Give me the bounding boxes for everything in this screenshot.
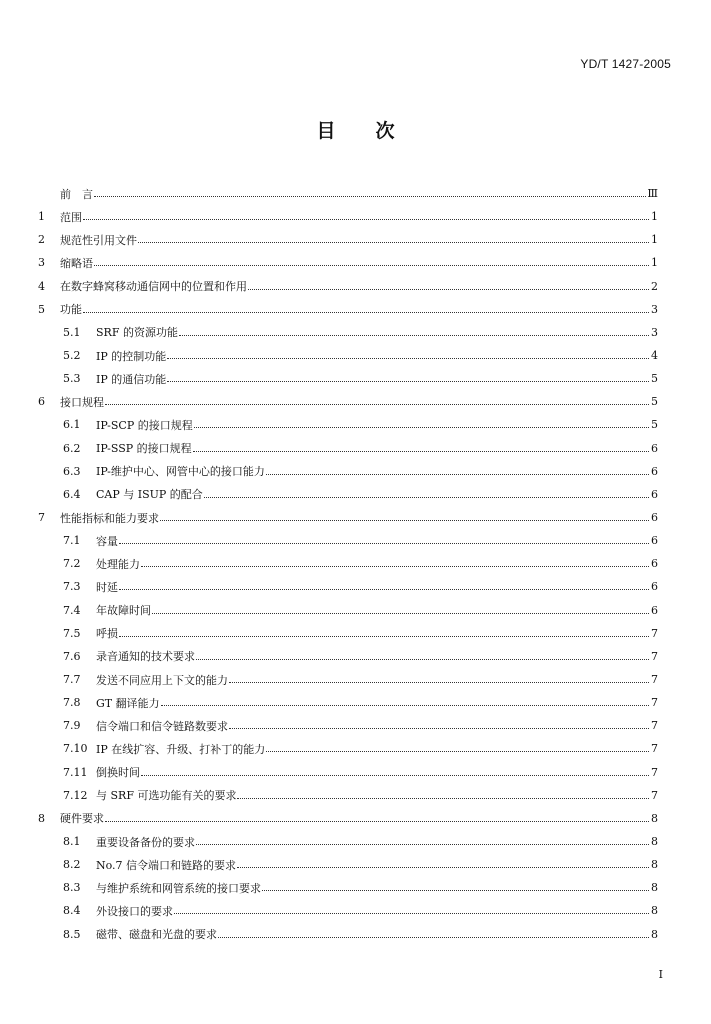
dot-leader	[237, 867, 649, 868]
toc-entry-number: 7.7	[63, 673, 81, 687]
toc-entry-title: 年故障时间	[96, 604, 151, 618]
toc-entry-title: 处理能力	[96, 557, 140, 571]
toc-entry-page: 6	[651, 534, 658, 548]
dot-leader	[237, 798, 649, 799]
toc-entry[interactable]	[38, 761, 658, 784]
toc-entry[interactable]	[38, 529, 658, 552]
toc-entry-title: IP 的控制功能	[96, 349, 167, 363]
toc-entry-page: 6	[651, 487, 658, 501]
dot-leader	[218, 937, 649, 938]
toc-entry-page: 7	[651, 649, 658, 663]
dot-leader	[196, 659, 649, 660]
toc-entry-title: 功能	[60, 303, 82, 317]
toc-entry[interactable]	[38, 784, 658, 807]
toc-entry-title: 时延	[96, 580, 118, 594]
toc-entry-number: 7.4	[63, 603, 81, 617]
toc-entry-title: 在数字蜂窝移动通信网中的位置和作用	[60, 280, 247, 294]
toc-entry-number: 7.9	[63, 719, 81, 733]
toc-entry[interactable]	[38, 899, 658, 922]
toc-entry-page: 7	[651, 626, 658, 640]
dot-leader	[83, 219, 649, 220]
toc-entry-number: 7.6	[63, 649, 81, 663]
toc-entry[interactable]	[38, 205, 658, 228]
toc-entry-page: 5	[651, 418, 658, 432]
toc-entry-page: 8	[651, 811, 658, 825]
toc-entry[interactable]	[38, 622, 658, 645]
dot-leader	[105, 404, 649, 405]
toc-entry-page: 8	[651, 858, 658, 872]
table-of-contents	[38, 182, 658, 946]
dot-leader	[141, 566, 649, 567]
toc-entry-title: 外设接口的要求	[96, 904, 173, 918]
dot-leader	[262, 890, 649, 891]
dot-leader	[94, 265, 649, 266]
toc-entry-number: 5.3	[63, 372, 81, 386]
dot-leader	[94, 196, 646, 197]
toc-entry[interactable]	[38, 853, 658, 876]
toc-entry-number: 8	[38, 811, 45, 825]
dot-leader	[119, 589, 649, 590]
dot-leader	[167, 381, 649, 382]
toc-entry-page: 1	[651, 210, 658, 224]
toc-entry-number: 5.1	[63, 325, 81, 339]
dot-leader	[266, 474, 649, 475]
toc-entry-number: 7.10	[63, 742, 88, 756]
dot-leader	[194, 427, 649, 428]
toc-entry[interactable]	[38, 552, 658, 575]
toc-entry-title: CAP 与 ISUP 的配合	[96, 488, 203, 502]
toc-entry[interactable]	[38, 390, 658, 413]
dot-leader	[83, 312, 649, 313]
toc-entry-number: 6.1	[63, 418, 81, 432]
toc-entry-number: 7.8	[63, 696, 81, 710]
dot-leader	[196, 844, 649, 845]
page-number: I	[658, 968, 663, 981]
toc-entry[interactable]	[38, 668, 658, 691]
toc-entry[interactable]	[38, 599, 658, 622]
toc-entry-page: 8	[651, 927, 658, 941]
toc-entry-page: Ⅲ	[647, 187, 658, 201]
toc-entry-title: 接口规程	[60, 395, 104, 409]
standard-code: YD/T 1427-2005	[580, 57, 671, 71]
dot-leader	[204, 497, 649, 498]
toc-entry-number: 1	[38, 210, 45, 224]
toc-entry-title: IP 在线扩容、升级、打补丁的能力	[96, 742, 266, 756]
toc-entry[interactable]	[38, 714, 658, 737]
page-title: 目次	[316, 120, 435, 142]
toc-entry-title: 范围	[60, 210, 82, 224]
toc-entry-number: 7.5	[63, 626, 81, 640]
toc-entry[interactable]	[38, 923, 658, 946]
toc-entry-title: 呼损	[96, 627, 118, 641]
toc-entry-page: 1	[651, 233, 658, 247]
toc-entry-title: 规范性引用文件	[60, 233, 137, 247]
toc-entry-number: 5.2	[63, 349, 81, 363]
toc-entry-title: 与维护系统和网管系统的接口要求	[96, 881, 261, 895]
toc-entry[interactable]	[38, 298, 658, 321]
toc-entry-title: 倒换时间	[96, 766, 140, 780]
toc-entry-title: 信令端口和信令链路数要求	[96, 719, 228, 733]
toc-entry[interactable]	[38, 575, 658, 598]
toc-entry-page: 6	[651, 603, 658, 617]
dot-leader	[174, 913, 649, 914]
toc-entry-title: 与 SRF 可选功能有关的要求	[96, 789, 237, 803]
dot-leader	[248, 289, 649, 290]
toc-entry-title: 容量	[96, 534, 118, 548]
toc-entry-title: IP 的通信功能	[96, 372, 167, 386]
toc-entry-title: IP-SSP 的接口规程	[96, 442, 192, 456]
toc-entry-page: 5	[651, 395, 658, 409]
toc-entry-title: 硬件要求	[60, 812, 104, 826]
toc-entry-title: 录音通知的技术要求	[96, 650, 195, 664]
toc-entry-page: 6	[651, 580, 658, 594]
toc-entry-page: 8	[651, 881, 658, 895]
toc-entry[interactable]	[38, 251, 658, 274]
toc-entry-page: 7	[651, 696, 658, 710]
toc-entry-number: 5	[38, 302, 45, 316]
toc-entry-number: 6.4	[63, 487, 81, 501]
dot-leader	[229, 728, 649, 729]
toc-entry-number: 8.3	[63, 881, 81, 895]
dot-leader	[179, 335, 649, 336]
dot-leader	[167, 358, 649, 359]
toc-entry[interactable]	[38, 645, 658, 668]
toc-entry[interactable]	[38, 321, 658, 344]
toc-entry-title: No.7 信令端口和链路的要求	[96, 858, 237, 872]
toc-entry-page: 7	[651, 765, 658, 779]
dot-leader	[119, 636, 649, 637]
dot-leader	[266, 751, 649, 752]
toc-entry[interactable]	[38, 807, 658, 830]
toc-entry-number: 7.11	[63, 765, 88, 779]
toc-entry-number: 7.2	[63, 557, 81, 571]
dot-leader	[141, 775, 649, 776]
toc-entry-page: 6	[651, 464, 658, 478]
toc-entry-page: 6	[651, 557, 658, 571]
dot-leader	[138, 242, 649, 243]
toc-entry[interactable]	[38, 737, 658, 760]
toc-entry[interactable]	[38, 275, 658, 298]
toc-entry-number: 8.5	[63, 927, 81, 941]
dot-leader	[160, 520, 649, 521]
toc-entry[interactable]	[38, 413, 658, 436]
toc-entry-number: 6.2	[63, 441, 81, 455]
toc-entry-number: 3	[38, 256, 45, 270]
toc-entry-number: 7.3	[63, 580, 81, 594]
toc-entry[interactable]	[38, 367, 658, 390]
toc-entry-title: 缩略语	[60, 256, 93, 270]
toc-entry[interactable]	[38, 876, 658, 899]
toc-entry[interactable]	[38, 691, 658, 714]
toc-entry-title: GT 翻译能力	[96, 696, 160, 710]
toc-entry[interactable]	[38, 830, 658, 853]
dot-leader	[193, 451, 649, 452]
toc-entry-page: 3	[651, 302, 658, 316]
toc-entry-title: SRF 的资源功能	[96, 326, 178, 340]
toc-entry-number: 6	[38, 395, 45, 409]
toc-entry[interactable]	[38, 228, 658, 251]
toc-entry-number: 7	[38, 511, 45, 525]
toc-entry-page: 4	[651, 349, 658, 363]
toc-entry-page: 8	[651, 835, 658, 848]
toc-entry-number: 6.3	[63, 464, 81, 478]
toc-entry[interactable]	[38, 460, 658, 483]
toc-entry-page: 8	[651, 904, 658, 918]
toc-entry-number: 7.12	[63, 788, 88, 802]
toc-entry[interactable]	[38, 506, 658, 529]
toc-entry-number: 2	[38, 233, 45, 247]
dot-leader	[119, 543, 649, 544]
toc-entry-page: 2	[651, 279, 658, 293]
toc-entry-title: 重要设备备份的要求	[96, 835, 195, 849]
toc-entry-page: 7	[651, 719, 658, 733]
toc-entry-page: 3	[651, 325, 658, 339]
toc-entry[interactable]	[38, 182, 658, 205]
toc-entry[interactable]	[38, 483, 658, 506]
dot-leader	[161, 705, 649, 706]
toc-entry-page: 7	[651, 788, 658, 802]
toc-entry-page: 7	[651, 673, 658, 687]
toc-entry-number: 4	[38, 279, 45, 293]
toc-entry-number: 8.2	[63, 858, 81, 872]
toc-entry-page: 1	[651, 256, 658, 270]
toc-entry-number: 7.1	[63, 534, 81, 548]
toc-entry-page: 5	[651, 372, 658, 386]
dot-leader	[152, 613, 649, 614]
toc-entry-title: IP-SCP 的接口规程	[96, 418, 193, 432]
dot-leader	[105, 821, 649, 822]
toc-entry-title: IP-维护中心、网管中心的接口能力	[96, 465, 265, 479]
toc-entry-page: 7	[651, 742, 658, 756]
dot-leader	[229, 682, 649, 683]
toc-entry-title: 前 言	[60, 187, 93, 201]
toc-entry-page: 6	[651, 441, 658, 455]
toc-entry-number: 8.1	[63, 835, 81, 848]
toc-entry-title: 磁带、磁盘和光盘的要求	[96, 928, 217, 942]
toc-entry[interactable]	[38, 344, 658, 367]
toc-entry-number: 8.4	[63, 904, 81, 918]
toc-entry-title: 性能指标和能力要求	[60, 511, 159, 525]
toc-entry-page: 6	[651, 511, 658, 525]
toc-entry[interactable]	[38, 437, 658, 460]
toc-entry-title: 发送不同应用上下文的能力	[96, 673, 228, 687]
